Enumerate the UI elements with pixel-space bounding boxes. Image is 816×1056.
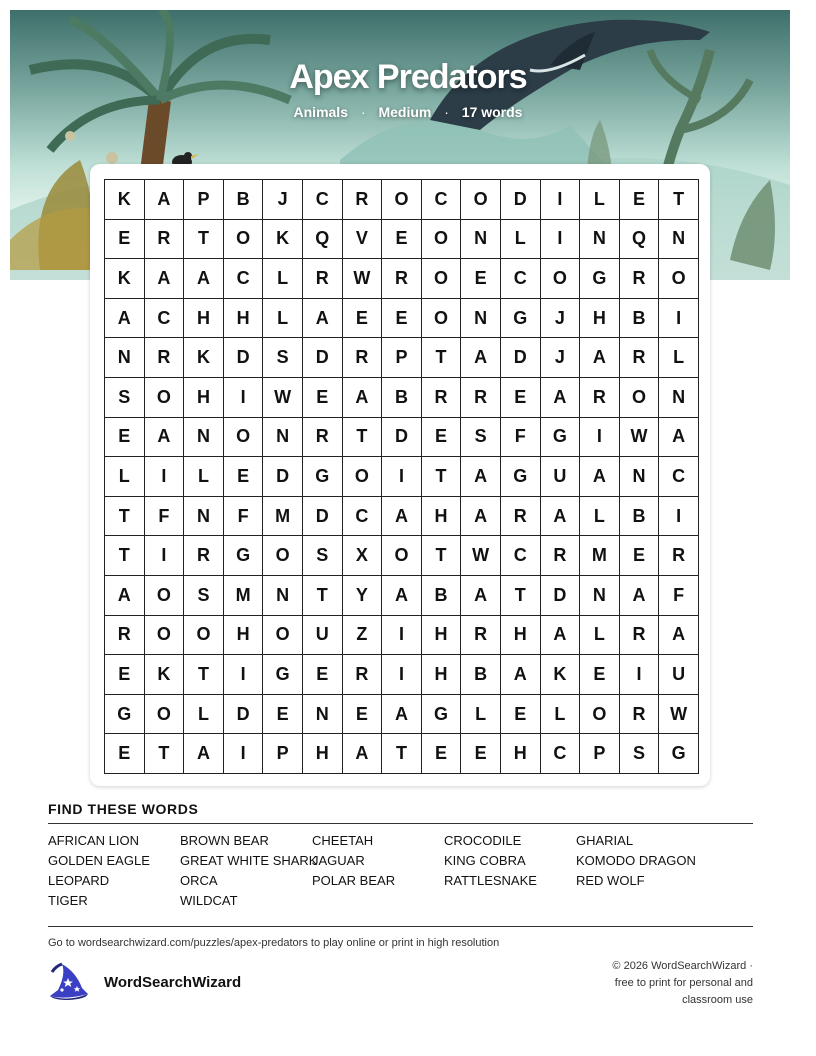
grid-cell[interactable]: L [461, 695, 501, 735]
grid-cell[interactable]: I [224, 655, 264, 695]
grid-cell[interactable]: R [382, 259, 422, 299]
word-list-item: GHARIAL [576, 833, 634, 848]
grid-cell[interactable]: L [659, 338, 699, 378]
word-list-item: JAGUAR [312, 853, 365, 868]
grid-cell[interactable]: R [343, 180, 383, 220]
grid-cell[interactable]: E [105, 734, 145, 774]
grid-cell[interactable]: A [580, 338, 620, 378]
grid-cell[interactable]: G [501, 299, 541, 339]
difficulty-label: Medium [378, 104, 432, 120]
grid-cell[interactable]: A [501, 655, 541, 695]
grid-cell[interactable]: T [422, 338, 462, 378]
grid-cell[interactable]: O [145, 616, 185, 656]
grid-cell[interactable]: I [145, 536, 185, 576]
grid-cell[interactable]: D [303, 497, 343, 537]
grid-cell[interactable]: P [184, 180, 224, 220]
grid-cell[interactable]: B [422, 576, 462, 616]
grid-cell[interactable]: R [422, 378, 462, 418]
grid-cell[interactable]: O [461, 180, 501, 220]
grid-cell[interactable]: E [620, 536, 660, 576]
grid-cell[interactable]: I [659, 299, 699, 339]
grid-cell[interactable]: Q [303, 220, 343, 260]
grid-cell[interactable]: A [461, 576, 501, 616]
grid-cell[interactable]: P [382, 338, 422, 378]
grid-cell[interactable]: A [343, 378, 383, 418]
grid-cell[interactable]: O [422, 299, 462, 339]
grid-cell[interactable]: D [501, 338, 541, 378]
grid-cell[interactable]: B [620, 497, 660, 537]
grid-cell[interactable]: E [105, 418, 145, 458]
grid-cell[interactable]: F [224, 497, 264, 537]
grid-cell[interactable]: A [303, 299, 343, 339]
grid-cell[interactable]: E [105, 220, 145, 260]
grid-cell[interactable]: H [422, 497, 462, 537]
grid-cell[interactable]: F [501, 418, 541, 458]
grid-cell[interactable]: G [422, 695, 462, 735]
word-list-item: TIGER [48, 893, 88, 908]
grid-cell[interactable]: R [659, 536, 699, 576]
grid-cell[interactable]: E [105, 655, 145, 695]
grid-cell[interactable]: O [422, 220, 462, 260]
grid-cell[interactable]: A [145, 418, 185, 458]
grid-cell[interactable]: G [263, 655, 303, 695]
grid-cell[interactable]: H [184, 378, 224, 418]
grid-cell[interactable]: R [620, 695, 660, 735]
grid-cell[interactable]: D [263, 457, 303, 497]
grid-cell[interactable]: P [580, 734, 620, 774]
grid-cell[interactable]: T [343, 418, 383, 458]
grid-cell[interactable]: R [303, 259, 343, 299]
grid-cell[interactable]: C [343, 497, 383, 537]
word-list-item: POLAR BEAR [312, 873, 396, 888]
grid-cell[interactable]: E [224, 457, 264, 497]
copyright-line: classroom use [682, 994, 753, 1006]
grid-cell[interactable]: R [541, 536, 581, 576]
grid-cell[interactable]: E [303, 655, 343, 695]
grid-cell[interactable]: C [501, 536, 541, 576]
grid-cell[interactable]: Z [343, 616, 383, 656]
grid-cell[interactable]: N [580, 220, 620, 260]
grid-cell[interactable]: M [580, 536, 620, 576]
grid-cell[interactable]: S [105, 378, 145, 418]
word-list-item: KING COBRA [444, 853, 526, 868]
grid-cell[interactable]: O [343, 457, 383, 497]
grid-cell[interactable]: I [145, 457, 185, 497]
grid-cell[interactable]: A [659, 418, 699, 458]
grid-cell[interactable]: M [224, 576, 264, 616]
grid-cell[interactable]: B [224, 180, 264, 220]
grid-cell[interactable]: L [580, 616, 620, 656]
grid-cell[interactable]: D [501, 180, 541, 220]
grid-cell[interactable]: D [224, 695, 264, 735]
grid-cell[interactable]: S [303, 536, 343, 576]
grid-cell[interactable]: O [580, 695, 620, 735]
grid-cell[interactable]: H [224, 616, 264, 656]
grid-cell[interactable]: K [105, 180, 145, 220]
grid-cell[interactable]: T [184, 655, 224, 695]
grid-cell[interactable]: W [263, 378, 303, 418]
grid-cell[interactable]: O [224, 418, 264, 458]
grid-cell[interactable]: E [501, 695, 541, 735]
grid-cell[interactable]: R [620, 616, 660, 656]
grid-cell[interactable]: K [145, 655, 185, 695]
word-list-item: ORCA [180, 873, 218, 888]
grid-cell[interactable]: H [422, 616, 462, 656]
grid-cell[interactable]: N [184, 497, 224, 537]
grid-cell[interactable]: F [145, 497, 185, 537]
divider [48, 926, 753, 927]
grid-cell[interactable]: W [659, 695, 699, 735]
grid-cell[interactable]: E [382, 220, 422, 260]
grid-cell[interactable]: O [145, 695, 185, 735]
grid-cell[interactable]: A [541, 616, 581, 656]
grid-cell[interactable]: O [541, 259, 581, 299]
grid-cell[interactable]: B [382, 378, 422, 418]
grid-cell[interactable]: L [263, 259, 303, 299]
grid-cell[interactable]: G [501, 457, 541, 497]
grid-cell[interactable]: D [541, 576, 581, 616]
grid-cell[interactable]: N [461, 220, 501, 260]
grid-cell[interactable]: U [541, 457, 581, 497]
grid-cell[interactable]: G [224, 536, 264, 576]
grid-cell[interactable]: A [184, 259, 224, 299]
grid-cell[interactable]: L [105, 457, 145, 497]
grid-cell[interactable]: N [105, 338, 145, 378]
grid-cell[interactable]: E [343, 299, 383, 339]
grid-cell[interactable]: S [184, 576, 224, 616]
grid-cell[interactable]: G [541, 418, 581, 458]
grid-cell[interactable]: I [541, 220, 581, 260]
word-list-item: WILDCAT [180, 893, 238, 908]
grid-cell[interactable]: N [659, 220, 699, 260]
grid-cell[interactable]: E [343, 695, 383, 735]
puzzle-meta [0, 104, 816, 120]
grid-cell[interactable]: E [422, 418, 462, 458]
grid-cell[interactable]: E [382, 299, 422, 339]
grid-cell[interactable]: T [145, 734, 185, 774]
grid-cell[interactable]: R [105, 616, 145, 656]
grid-cell[interactable]: S [620, 734, 660, 774]
word-list-item: CROCODILE [444, 833, 522, 848]
grid-cell[interactable]: R [620, 259, 660, 299]
grid-cell[interactable]: A [382, 576, 422, 616]
grid-cell[interactable]: S [461, 418, 501, 458]
grid-cell[interactable]: O [145, 378, 185, 418]
wizard-hat-icon [46, 962, 92, 1002]
brand-name: WordSearchWizard [104, 973, 242, 991]
grid-cell[interactable]: W [461, 536, 501, 576]
grid-cell[interactable]: R [461, 378, 501, 418]
grid-cell[interactable]: C [659, 457, 699, 497]
grid-cell[interactable]: C [501, 259, 541, 299]
grid-cell[interactable]: T [105, 497, 145, 537]
meta-separator: · [360, 104, 366, 120]
grid-cell[interactable]: N [303, 695, 343, 735]
grid-cell[interactable]: C [145, 299, 185, 339]
grid-cell[interactable]: A [620, 576, 660, 616]
grid-cell[interactable]: H [184, 299, 224, 339]
grid-cell[interactable]: C [224, 259, 264, 299]
grid-cell[interactable]: D [303, 338, 343, 378]
grid-cell[interactable]: I [382, 616, 422, 656]
grid-cell[interactable]: R [343, 338, 383, 378]
grid-cell[interactable]: U [659, 655, 699, 695]
grid-cell[interactable]: J [541, 338, 581, 378]
grid-cell[interactable]: A [105, 576, 145, 616]
grid-cell[interactable]: O [263, 536, 303, 576]
grid-cell[interactable]: A [580, 457, 620, 497]
grid-cell[interactable]: F [659, 576, 699, 616]
grid-cell[interactable]: O [382, 180, 422, 220]
word-list [48, 832, 768, 910]
grid-cell[interactable]: R [343, 655, 383, 695]
grid-cell[interactable]: R [303, 418, 343, 458]
grid-cell[interactable]: R [620, 338, 660, 378]
grid-cell[interactable]: T [184, 220, 224, 260]
grid-cell[interactable]: K [263, 220, 303, 260]
grid-cell[interactable]: L [263, 299, 303, 339]
letter-grid[interactable] [104, 179, 699, 774]
grid-cell[interactable]: O [620, 378, 660, 418]
grid-cell[interactable]: H [501, 734, 541, 774]
grid-cell[interactable]: N [263, 418, 303, 458]
grid-cell[interactable]: A [145, 259, 185, 299]
brand [46, 962, 241, 1002]
grid-cell[interactable]: T [422, 536, 462, 576]
grid-cell[interactable]: T [501, 576, 541, 616]
grid-cell[interactable]: R [580, 378, 620, 418]
word-list-item: RATTLESNAKE [444, 873, 537, 888]
grid-cell[interactable]: G [659, 734, 699, 774]
grid-cell[interactable]: J [541, 299, 581, 339]
word-count-label: 17 words [461, 104, 523, 120]
grid-cell[interactable]: I [659, 497, 699, 537]
grid-cell[interactable]: R [145, 220, 185, 260]
grid-cell[interactable]: A [343, 734, 383, 774]
word-list-item: AFRICAN LION [48, 833, 140, 848]
grid-cell[interactable]: A [461, 457, 501, 497]
grid-cell[interactable]: R [501, 497, 541, 537]
grid-cell[interactable]: I [580, 418, 620, 458]
grid-cell[interactable]: A [541, 378, 581, 418]
grid-cell[interactable]: T [422, 457, 462, 497]
word-list-item: GOLDEN EAGLE [48, 853, 150, 868]
grid-cell[interactable]: M [263, 497, 303, 537]
grid-cell[interactable]: R [145, 338, 185, 378]
grid-cell[interactable]: A [659, 616, 699, 656]
word-list-item: CHEETAH [312, 833, 374, 848]
grid-cell[interactable]: N [620, 457, 660, 497]
grid-cell[interactable]: D [382, 418, 422, 458]
grid-cell[interactable]: C [541, 734, 581, 774]
grid-cell[interactable]: H [224, 299, 264, 339]
grid-cell[interactable]: X [343, 536, 383, 576]
grid-cell[interactable]: O [422, 259, 462, 299]
grid-cell[interactable]: H [303, 734, 343, 774]
grid-cell[interactable]: A [382, 695, 422, 735]
grid-cell[interactable]: E [580, 655, 620, 695]
word-list-item: BROWN BEAR [180, 833, 269, 848]
grid-cell[interactable]: U [303, 616, 343, 656]
grid-cell[interactable]: T [303, 576, 343, 616]
grid-cell[interactable]: O [145, 576, 185, 616]
grid-cell[interactable]: T [382, 734, 422, 774]
grid-cell[interactable]: L [541, 695, 581, 735]
grid-cell[interactable]: D [224, 338, 264, 378]
grid-cell[interactable]: G [580, 259, 620, 299]
grid-cell[interactable]: N [461, 299, 501, 339]
grid-cell[interactable]: H [501, 616, 541, 656]
grid-cell[interactable]: O [382, 536, 422, 576]
grid-cell[interactable]: Q [620, 220, 660, 260]
grid-cell[interactable]: L [501, 220, 541, 260]
copyright-line: free to print for personal and [614, 977, 753, 989]
grid-cell[interactable]: L [184, 457, 224, 497]
grid-cell[interactable]: N [580, 576, 620, 616]
grid-cell[interactable]: T [105, 536, 145, 576]
grid-cell[interactable]: O [263, 616, 303, 656]
grid-cell[interactable]: N [263, 576, 303, 616]
grid-cell[interactable]: B [461, 655, 501, 695]
word-list-item: KOMODO DRAGON [576, 853, 696, 868]
grid-cell[interactable]: N [659, 378, 699, 418]
grid-cell[interactable]: E [461, 259, 501, 299]
grid-cell[interactable]: R [184, 536, 224, 576]
grid-cell[interactable]: S [263, 338, 303, 378]
grid-cell[interactable]: I [620, 655, 660, 695]
grid-cell[interactable]: L [580, 497, 620, 537]
copyright-line: © 2026 WordSearchWizard · [612, 960, 753, 972]
grid-cell[interactable]: T [659, 180, 699, 220]
grid-cell[interactable]: Y [343, 576, 383, 616]
category-label: Animals [293, 104, 348, 120]
grid-cell[interactable]: E [263, 695, 303, 735]
grid-cell[interactable]: A [461, 497, 501, 537]
grid-cell[interactable]: I [541, 180, 581, 220]
grid-cell[interactable]: V [343, 220, 383, 260]
grid-cell[interactable]: A [145, 180, 185, 220]
meta-separator: · [444, 104, 449, 120]
grid-cell[interactable]: A [541, 497, 581, 537]
play-online-note: Go to wordsearchwizard.com/puzzles/apex-predators to play online or print in high resolution [48, 937, 500, 949]
grid-cell[interactable]: A [184, 734, 224, 774]
grid-cell[interactable]: P [263, 734, 303, 774]
grid-cell[interactable]: C [422, 180, 462, 220]
grid-cell[interactable]: E [501, 378, 541, 418]
word-list-item: LEOPARD [48, 873, 110, 888]
grid-cell[interactable]: R [461, 616, 501, 656]
puzzle-title: Apex Predators [289, 58, 527, 96]
grid-cell[interactable]: A [461, 338, 501, 378]
grid-cell[interactable]: G [105, 695, 145, 735]
grid-cell[interactable]: N [184, 418, 224, 458]
grid-cell[interactable]: I [224, 378, 264, 418]
grid-cell[interactable]: I [382, 655, 422, 695]
grid-cell[interactable]: L [184, 695, 224, 735]
grid-cell[interactable]: E [620, 180, 660, 220]
grid-cell[interactable]: I [382, 457, 422, 497]
grid-cell[interactable]: L [580, 180, 620, 220]
grid-cell[interactable]: C [303, 180, 343, 220]
grid-cell[interactable]: O [184, 616, 224, 656]
grid-cell[interactable]: H [422, 655, 462, 695]
grid-cell[interactable]: H [580, 299, 620, 339]
grid-cell[interactable]: E [461, 734, 501, 774]
grid-cell[interactable]: K [105, 259, 145, 299]
grid-cell[interactable]: J [263, 180, 303, 220]
word-list-item: RED WOLF [576, 873, 645, 888]
word-list-item: GREAT WHITE SHARK [180, 853, 318, 868]
grid-cell[interactable]: B [620, 299, 660, 339]
grid-cell[interactable]: O [659, 259, 699, 299]
grid-cell[interactable]: K [184, 338, 224, 378]
grid-cell[interactable]: G [303, 457, 343, 497]
grid-cell[interactable]: E [303, 378, 343, 418]
grid-cell[interactable]: W [343, 259, 383, 299]
divider [48, 823, 753, 824]
grid-cell[interactable]: E [422, 734, 462, 774]
word-list-heading: FIND THESE WORDS [48, 801, 199, 817]
grid-cell[interactable]: K [541, 655, 581, 695]
grid-cell[interactable]: I [224, 734, 264, 774]
copyright-note [583, 958, 753, 1009]
grid-cell[interactable]: W [620, 418, 660, 458]
grid-cell[interactable]: A [105, 299, 145, 339]
grid-cell[interactable]: A [382, 497, 422, 537]
grid-cell[interactable]: O [224, 220, 264, 260]
